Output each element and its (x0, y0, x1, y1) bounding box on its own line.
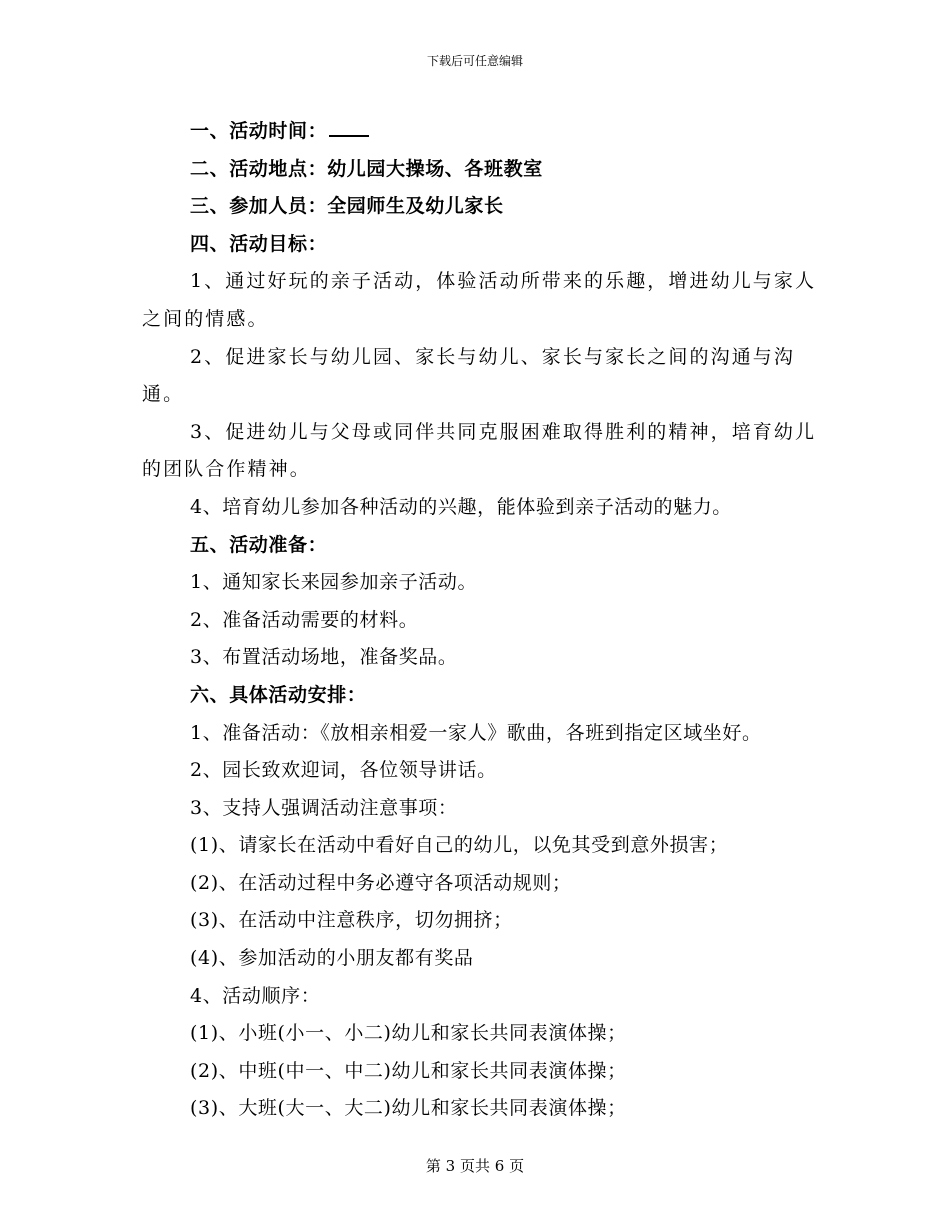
paragraph (142, 226, 832, 264)
paragraph (142, 489, 832, 527)
paragraph (142, 263, 832, 338)
paragraph (142, 151, 832, 189)
paragraph (142, 1090, 832, 1128)
paragraph-text: (2)、中班(中一、中二)幼儿和家长共同表演体操； (190, 1059, 627, 1082)
paragraph (142, 902, 832, 940)
paragraph (142, 677, 832, 715)
paragraph-text: 1、准备活动：《放相亲相爱一家人》歌曲，各班到指定区域坐好。 (190, 721, 762, 744)
paragraph (142, 602, 832, 640)
paragraph-text: 4、培育幼儿参加各种活动的兴趣，能体验到亲子活动的魅力。 (190, 495, 732, 518)
paragraph-text: (3)、大班(大一、大二)幼儿和家长共同表演体操； (190, 1097, 627, 1120)
paragraph (142, 188, 832, 226)
paragraph-text: 3、支持人强调活动注意事项： (190, 796, 458, 819)
paragraph-text: 2、园长致欢迎词，各位领导讲话。 (190, 759, 497, 782)
paragraph-text: (2)、在活动过程中务必遵守各项活动规则； (190, 871, 572, 894)
paragraph (142, 940, 832, 978)
paragraph (142, 865, 832, 903)
page-number: 第 3 页共 6 页 (425, 1157, 525, 1175)
paragraph-text: 1、通过好玩的亲子活动，体验活动所带来的乐趣，增进幼儿与家人之间的情感。 (142, 270, 817, 330)
paragraph-text: 二、活动地点：幼儿园大操场、各班教室 (190, 157, 543, 180)
paragraph-text: 五、活动准备： (190, 533, 328, 556)
paragraph-text: 四、活动目标： (190, 232, 328, 255)
paragraph (142, 113, 832, 151)
paragraph (142, 978, 832, 1016)
paragraph (142, 527, 832, 565)
paragraph-text: 1、通知家长来园参加亲子活动。 (190, 571, 478, 594)
paragraph (142, 752, 832, 790)
paragraph (142, 827, 832, 865)
paragraph (142, 1053, 832, 1091)
paragraph-text: 3、布置活动场地，准备奖品。 (190, 646, 458, 669)
paragraph-text: 一、活动时间： (190, 120, 328, 142)
paragraph-text: 3、促进幼儿与父母或同伴共同克服困难取得胜利的精神，培育幼儿的团队合作精神。 (142, 420, 817, 481)
paragraph (142, 414, 832, 489)
page-header: 下载后可任意编辑 (426, 54, 523, 68)
blank-underline (329, 134, 369, 137)
paragraph (142, 790, 832, 828)
paragraph-text: (1)、请家长在活动中看好自己的幼儿，以免其受到意外损害； (190, 834, 729, 857)
paragraph (142, 564, 832, 602)
paragraph-text: 六、具体活动安排： (190, 683, 367, 706)
paragraph-text: 2、促进家长与幼儿园、家长与幼儿、家长与家长之间的沟通与沟通。 (142, 345, 795, 406)
paragraph-text: 2、准备活动需要的材料。 (190, 608, 419, 631)
paragraph (142, 1015, 832, 1053)
paragraph (142, 639, 832, 677)
paragraph-text: (4)、参加活动的小朋友都有奖品 (190, 947, 474, 970)
paragraph (142, 339, 832, 414)
paragraph (142, 715, 832, 753)
paragraph-text: (3)、在活动中注意秩序，切勿拥挤； (190, 909, 513, 932)
paragraph-text: (1)、小班(小一、小二)幼儿和家长共同表演体操； (190, 1022, 627, 1045)
paragraph-text: 三、参加人员：全园师生及幼儿家长 (190, 195, 504, 218)
document-body (142, 113, 832, 1128)
paragraph-text: 4、活动顺序： (190, 984, 321, 1007)
